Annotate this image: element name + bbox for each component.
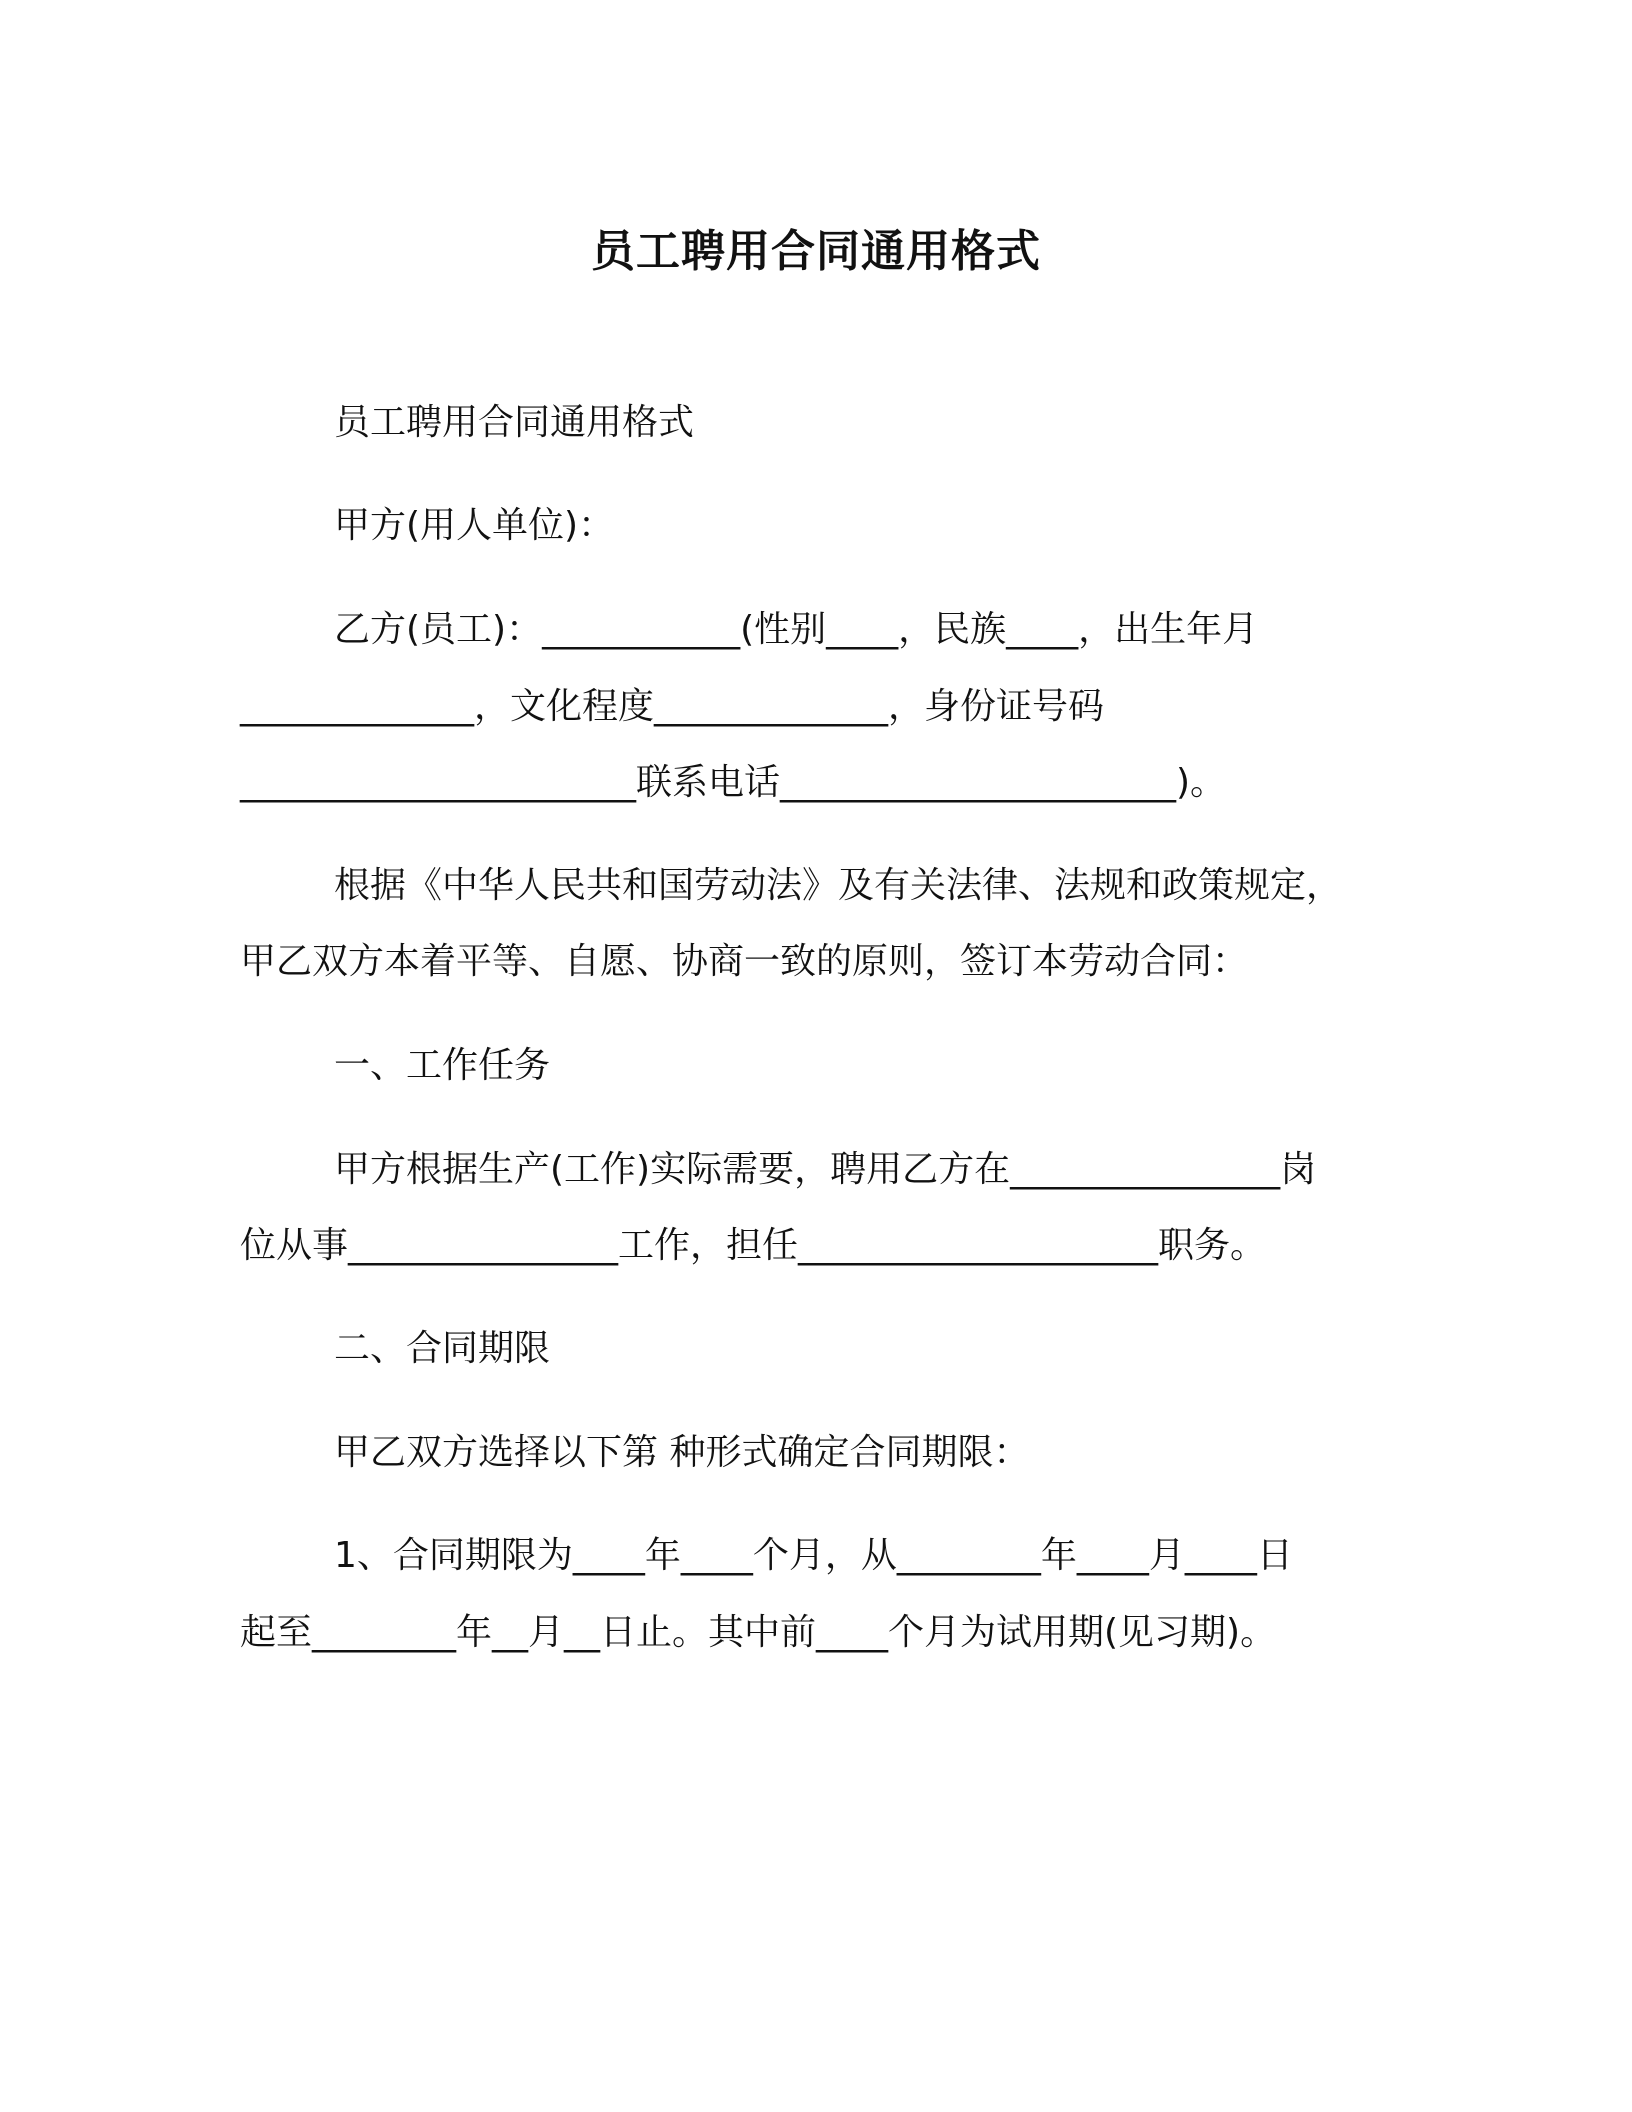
- contract-term-intro: 甲乙双方选择以下第 种形式确定合同期限：: [334, 1432, 1030, 1473]
- subtitle-line: 员工聘用合同通用格式: [334, 402, 695, 443]
- party-b-line-2: _____________，文化程度_____________，身份证号码: [240, 686, 1105, 727]
- section-heading-work-task: 一、工作任务: [334, 1045, 551, 1086]
- contract-term-line-2: 起至________年__月__日止。其中前____个月为试用期(见习期)。: [240, 1612, 1277, 1653]
- work-task-line-1: 甲方根据生产(工作)实际需要，聘用乙方在_______________岗: [334, 1149, 1317, 1190]
- section-heading-contract-term: 二、合同期限: [334, 1328, 551, 1369]
- preamble-line-2: 甲乙双方本着平等、自愿、协商一致的原则，签订本劳动合同：: [240, 941, 1249, 982]
- party-b-line-3: ______________________联系电话______________________)。: [240, 762, 1227, 803]
- party-a-line: 甲方(用人单位)：: [334, 505, 615, 546]
- party-b-line: 乙方(员工)：___________(性别____，民族____，出生年月: [334, 609, 1259, 650]
- contract-term-line-1: 1、合同期限为____年____个月，从________年____月____日: [334, 1535, 1293, 1576]
- document-title: 员工聘用合同通用格式: [591, 226, 1041, 277]
- preamble-line-1: 根据《中华人民共和国劳动法》及有关法律、法规和政策规定，: [334, 865, 1343, 906]
- work-task-line-2: 位从事_______________工作，担任____________________职务。: [240, 1225, 1267, 1266]
